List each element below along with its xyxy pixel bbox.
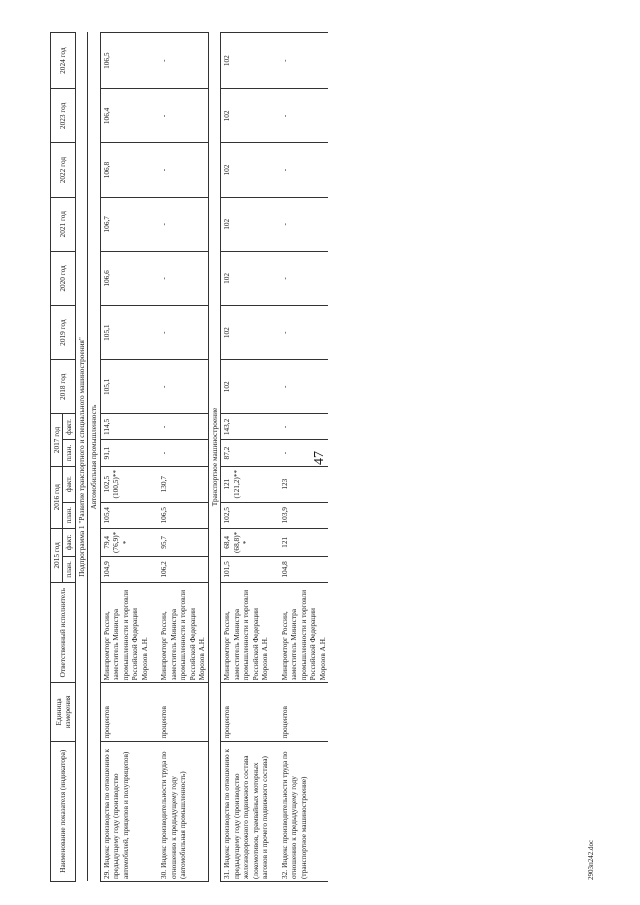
- indicator-table-rotated: [50, 32, 610, 882]
- fact-2016-value: [279, 466, 328, 502]
- fact-2015-main: 121: [279, 536, 289, 548]
- value-2023: -: [279, 89, 328, 143]
- value-2021: 102: [221, 197, 271, 251]
- col-2020-header: 2020 год: [51, 251, 76, 305]
- indicator-unit: процентов: [100, 683, 150, 741]
- value-2019: -: [158, 306, 208, 360]
- value-2024: 106,5: [100, 33, 150, 89]
- value-2023: 102: [221, 89, 271, 143]
- fact-2015-note: (68,8)**: [231, 531, 251, 553]
- value-2024: -: [279, 33, 328, 89]
- fact-2016-main: 121: [222, 478, 232, 490]
- indicator-name: 29. Индекс производства по отношению к предыдущему году (производство автомобилей, прицепов и полуприцепов): [100, 741, 150, 881]
- value-2020: 102: [221, 251, 271, 305]
- col-2018-header: 2018 год: [51, 360, 76, 414]
- plan-2015-value: 106,2: [158, 556, 208, 582]
- col-2024-header: 2024 год: [51, 33, 76, 89]
- fact-2015-value: [279, 528, 328, 556]
- indicator-unit: процентов: [279, 683, 328, 741]
- plan-2015-value: 104,8: [279, 556, 328, 582]
- section-title-auto: Автомобильная промышленность: [88, 33, 100, 882]
- fact-2015-main: 68,4: [222, 535, 232, 549]
- fact-2016-header: факт.: [63, 466, 75, 502]
- col-2019-header: 2019 год: [51, 306, 76, 360]
- fact-2015-note: (76,9)**: [111, 531, 130, 553]
- indicator-name: 32. Индекс производительности труда по отношению к предыдущему году (транспортное машиностроение): [279, 741, 328, 881]
- plan-2015-header: план.: [63, 556, 75, 582]
- col-unit-header: Единица измерения: [51, 683, 76, 741]
- value-2023: -: [158, 89, 208, 143]
- fact-2015-value: [158, 528, 208, 556]
- value-2018: 102: [221, 360, 271, 414]
- fact-2015-main: 79,4: [101, 535, 111, 549]
- fact-2016-value: [221, 466, 271, 502]
- value-2019: 102: [221, 306, 271, 360]
- fact-2017-value: 143,2: [221, 414, 271, 440]
- value-2021: 106,7: [100, 197, 150, 251]
- row-gap: [150, 33, 158, 882]
- plan-2015-value: 104,9: [100, 556, 150, 582]
- plan-2016-value: 106,5: [158, 502, 208, 528]
- value-2024: 102: [221, 33, 271, 89]
- plan-2016-value: 102,5: [221, 502, 271, 528]
- indicator-responsible: Минпромторг России, заместитель Министра промышленности и торговли Российской Федерации Морозов А.Н.: [158, 582, 208, 682]
- value-2018: -: [279, 360, 328, 414]
- table-row: [100, 33, 150, 882]
- value-2019: -: [279, 306, 328, 360]
- fact-2017-header: факт.: [63, 414, 75, 440]
- fact-2016-note: (121,2)**: [231, 469, 241, 499]
- section-row: [208, 33, 220, 882]
- fact-2017-value: -: [158, 414, 208, 440]
- table-row: [279, 33, 328, 882]
- indicator-responsible: Минпромторг России, заместитель Министра промышленности и торговли Российской Федерации Морозов А.Н.: [279, 582, 328, 682]
- plan-2016-header: план.: [63, 502, 75, 528]
- section-row: [88, 33, 100, 882]
- table-row: [221, 33, 271, 882]
- subprogram-row: [75, 33, 87, 882]
- col-2016-header: 2016 год: [51, 466, 63, 528]
- indicator-name: 30. Индекс производительности труда по отношению к предыдущему году (автомобильная промышленность): [158, 741, 208, 881]
- value-2020: -: [158, 251, 208, 305]
- indicator-name: 31. Индекс производства по отношению к предыдущему году (производство железнодорожного подвижного состава (локомотивов, трамвайных моторных вагонов и прочего подвижного состава): [221, 741, 271, 881]
- indicator-table: [50, 32, 328, 882]
- value-2020: 106,6: [100, 251, 150, 305]
- fact-2016-main: 130,7: [159, 475, 169, 493]
- row-gap: [271, 33, 279, 882]
- value-2020: -: [279, 251, 328, 305]
- indicator-unit: процентов: [158, 683, 208, 741]
- fact-2016-main: 102,5: [101, 475, 111, 493]
- value-2018: -: [158, 360, 208, 414]
- plan-2017-header: план.: [63, 440, 75, 466]
- col-2021-header: 2021 год: [51, 197, 76, 251]
- value-2021: -: [158, 197, 208, 251]
- page-number: 47: [312, 451, 327, 465]
- value-2018: 105,1: [100, 360, 150, 414]
- plan-2017-value: 91,1: [100, 440, 150, 466]
- col-responsible-header: Ответственный исполнитель: [51, 582, 76, 682]
- plan-2017-value: -: [279, 440, 328, 466]
- value-2019: 105,1: [100, 306, 150, 360]
- value-2022: -: [279, 143, 328, 197]
- value-2022: 102: [221, 143, 271, 197]
- value-2023: 106,4: [100, 89, 150, 143]
- fact-2015-value: [221, 528, 271, 556]
- fact-2016-main: 123: [279, 478, 289, 490]
- fact-2015-value: [100, 528, 150, 556]
- indicator-responsible: Минпромторг России, заместитель Министра промышленности и торговли Российской Федерации Морозов А.Н.: [100, 582, 150, 682]
- header-row-1: [51, 33, 63, 882]
- col-name-header: Наименование показателя (индикатора): [51, 741, 76, 881]
- fact-2017-value: 114,5: [100, 414, 150, 440]
- plan-2017-value: 87,2: [221, 440, 271, 466]
- value-2021: -: [279, 197, 328, 251]
- fact-2015-header: факт.: [63, 528, 75, 556]
- fact-2016-value: [158, 466, 208, 502]
- fact-2016-value: [100, 466, 150, 502]
- col-2023-header: 2023 год: [51, 89, 76, 143]
- value-2024: -: [158, 33, 208, 89]
- fact-2016-note: (100,5)**: [111, 469, 121, 499]
- plan-2015-value: 101,5: [221, 556, 271, 582]
- fact-2015-main: 95,7: [159, 535, 169, 549]
- value-2022: -: [158, 143, 208, 197]
- col-2015-header: 2015 год: [51, 528, 63, 582]
- section-title-transport: Транспортное машиностроение: [208, 33, 220, 882]
- plan-2016-value: 103,9: [279, 502, 328, 528]
- col-2017-header: 2017 год: [51, 414, 63, 466]
- plan-2016-value: 105,4: [100, 502, 150, 528]
- plan-2017-value: -: [158, 440, 208, 466]
- indicator-responsible: Минпромторг России, заместитель Министра промышленности и торговли Российской Федерации Морозов А.Н.: [221, 582, 271, 682]
- col-2022-header: 2022 год: [51, 143, 76, 197]
- value-2022: 106,8: [100, 143, 150, 197]
- fact-2017-value: -: [279, 414, 328, 440]
- table-row: [158, 33, 208, 882]
- footer-filename: 2903п242.doc: [587, 839, 595, 880]
- subprogram-title: Подпрограмма 1 "Развитие транспортного и специального машиностроения": [75, 33, 87, 882]
- indicator-unit: процентов: [221, 683, 271, 741]
